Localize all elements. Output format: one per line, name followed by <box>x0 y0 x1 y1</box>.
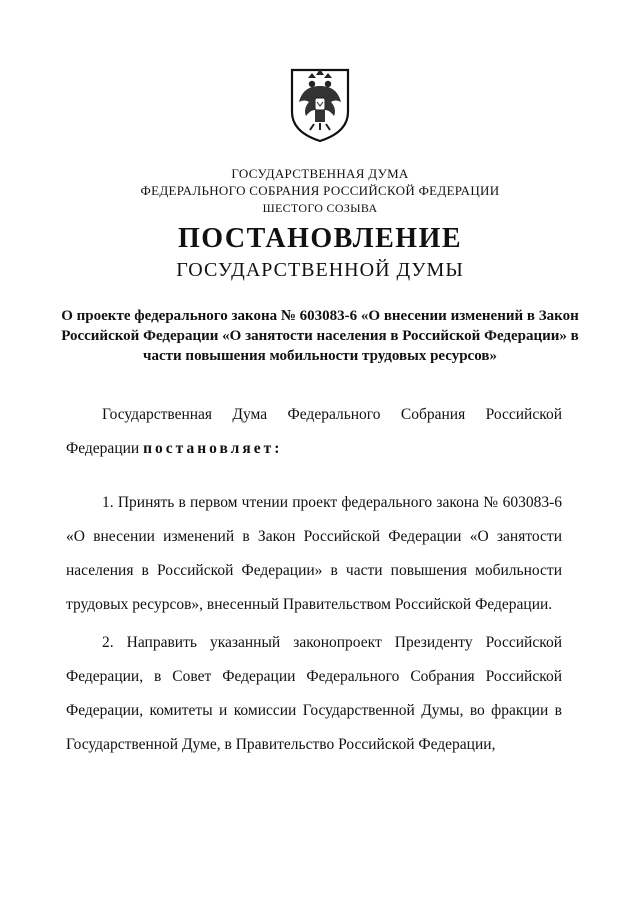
document-subtitle: ГОСУДАРСТВЕННОЙ ДУМЫ <box>176 259 464 281</box>
item-1 <box>66 486 562 622</box>
org-line-1: ГОСУДАРСТВЕННАЯ ДУМА <box>231 166 409 181</box>
item-1-text: 1. Принять в первом чтении проект федерального закона № 603083-6 «О внесении изменений в Закон Российской Федерации «О занятости населения в Российской Федерации» в части повышения мобильности трудовых ресурсов», внесенный Правительством Российской Федерации. <box>66 494 562 613</box>
preamble-verb: постановляет: <box>143 440 283 457</box>
item-2-text: 2. Направить указанный законопроект Президенту Российской Федерации, в Совет Федерации Федерального Собрания Российской Федерации, комитеты и комиссии Государственной Думы, во фракции в Государственной Думе, в Правительство Российской Федерации, <box>66 634 562 753</box>
org-line-2: ФЕДЕРАЛЬНОГО СОБРАНИЯ РОССИЙСКОЙ ФЕДЕРАЦИИ <box>140 183 500 198</box>
document-subject: О проекте федерального закона № 603083-6 «О внесении изменений в Закон Российской Федерации «О занятости населения в Российской Федерации» в части повышения мобильности трудовых ресурсов» <box>61 308 579 364</box>
document-title: ПОСТАНОВЛЕНИЕ <box>177 223 463 254</box>
item-2 <box>66 626 562 762</box>
preamble <box>66 398 562 466</box>
org-line-3: ШЕСТОГО СОЗЫВА <box>262 201 378 215</box>
preamble-text: Государственная Дума Федерального Собрания Российской Федерации <box>66 406 562 457</box>
coat-of-arms-icon <box>288 66 352 144</box>
